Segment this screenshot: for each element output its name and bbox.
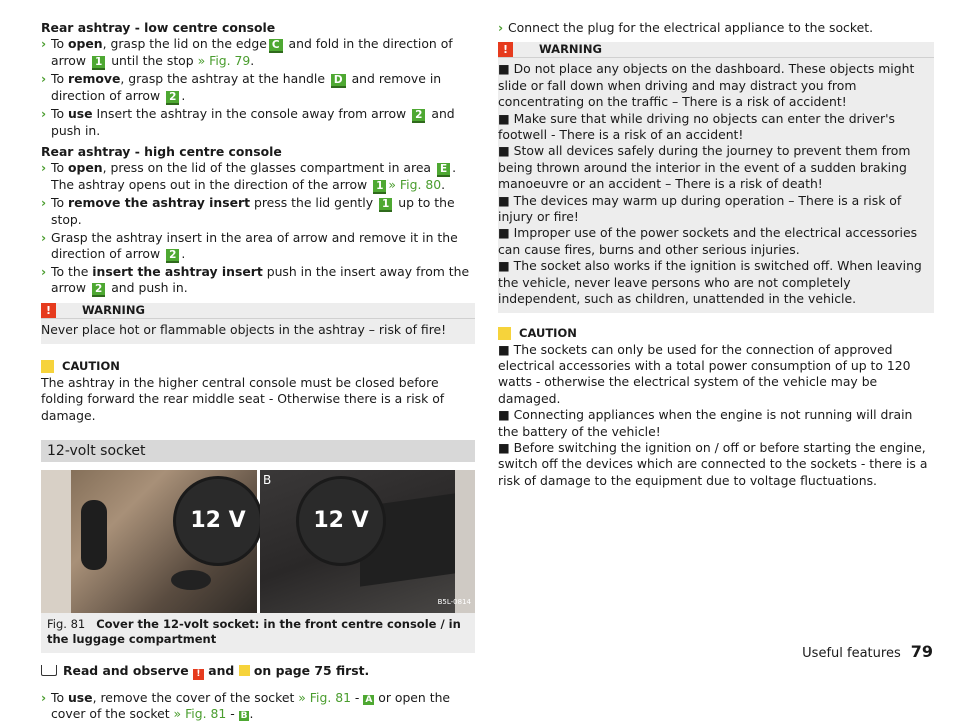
label-box: 2 — [166, 249, 179, 263]
warning-icon: ! — [498, 42, 513, 57]
step-arrow-icon: › — [41, 690, 47, 706]
figure-code: B5L-0814 — [437, 597, 471, 606]
caution-item: ■ The sockets can only be used for the connection of approved electrical accessories with a total power consumption of up to 120 watts - otherwise the electrical system of the vehicle may be damaged. — [498, 341, 911, 406]
label-box: E — [437, 163, 450, 177]
caution-text: The ashtray in the higher central console must be closed before folding forward the rear middle seat - Otherwise there is a risk of damage. — [41, 374, 445, 423]
ashtray-warning-box — [41, 303, 475, 343]
panel-label-b: B — [263, 473, 272, 488]
low-remove-step: › To remove, grasp the ashtray at the handle D and remove in direction of arrow 2 . — [41, 71, 442, 104]
warning-item: ■ The socket also works if the ignition is switched off. When leaving the vehicle, never leave persons who are not completely independent, such as children, unattended in the vehicle. — [498, 258, 922, 307]
figure-panel-b — [260, 470, 475, 613]
figure-link[interactable]: » Fig. 80 — [388, 177, 442, 193]
caution-list — [498, 342, 934, 490]
low-console-heading: Rear ashtray - low centre console — [41, 20, 276, 35]
label-box: B — [240, 711, 248, 722]
section-title: 12-volt socket — [41, 440, 475, 462]
label-box: C — [269, 39, 283, 53]
label-box: 2 — [166, 91, 179, 105]
page-number: 79 — [910, 642, 933, 661]
warning-item: ■ Stow all devices safely during the journey to prevent them from being thrown around the interior in the event of a sudden braking manoeuvre or an accident – There is a risk of death! — [498, 143, 911, 192]
label-box: D — [331, 74, 346, 88]
label-box: A — [365, 695, 373, 706]
warning-title: WARNING — [539, 42, 602, 57]
warning-title: WARNING — [82, 303, 145, 318]
figure-panel-a — [41, 470, 257, 613]
step-arrow-icon: › — [41, 106, 47, 122]
socket-caution-heading: CAUTION — [498, 325, 934, 342]
low-use-step: › To use Insert the ashtray in the console away from arrow 2 and push in. — [41, 106, 455, 139]
12v-bubble-a: 12 V — [173, 476, 263, 566]
step-arrow-icon: › — [41, 71, 47, 87]
warning-list — [498, 58, 934, 312]
high-open-step: › To open, press on the lid of the glasses compartment in area E . The ashtray opens out in the direction of the arrow 1 » Fig. 80. — [41, 160, 457, 193]
book-icon — [41, 665, 57, 676]
warning-item: ■ Make sure that while driving no objects can enter the driver's footwell - There is a risk of an accident! — [498, 110, 896, 143]
figure-link[interactable]: » Fig. 79 — [197, 53, 251, 69]
right-column — [498, 20, 934, 489]
gear-knob-image — [81, 500, 107, 570]
caution-item: ■ Before switching the ignition on / off or before starting the engine, switch off the devices which are connected to the sockets - there is a risk of damage to the equipment due to voltage fluctuations. — [498, 439, 928, 488]
high-grasp-step: › Grasp the ashtray insert in the area of arrow and remove it in the direction of arrow 2 . — [41, 229, 458, 262]
page-footer — [802, 642, 933, 661]
caution-icon — [239, 665, 250, 676]
caution-item: ■ Connecting appliances when the engine is not running will drain the battery of the vehicle! — [498, 407, 913, 439]
figure-81 — [41, 470, 475, 613]
label-box: 2 — [412, 109, 425, 123]
high-insert-step: › To the insert the ashtray insert push in the insert away from the arrow 2 and push in. — [41, 264, 470, 296]
high-remove-step: › To remove the ashtray insert press the lid gently 1 up to the stop. — [41, 195, 455, 228]
warning-item: ■ Do not place any objects on the dashboard. These objects might slide or fall down when driving and may distract you from concentrating on the traffic – There is a risk of accident! — [498, 61, 915, 110]
socket-warning-box — [498, 42, 934, 312]
step-arrow-icon: › — [41, 36, 47, 52]
high-console-heading: Rear ashtray - high centre console — [41, 143, 282, 159]
figure-link[interactable]: » Fig. 81 — [173, 706, 227, 722]
figure-caption: Fig. 81 Cover the 12-volt socket: in the front centre console / in the luggage compartment — [41, 613, 475, 653]
connect-step: › Connect the plug for the electrical appliance to the socket. — [498, 20, 874, 35]
warning-item: ■ Improper use of the power sockets and the electrical accessories can cause fires, burns and other serious injuries. — [498, 225, 918, 257]
caution-icon — [498, 327, 511, 340]
low-open-step: › To open, grasp the lid on the edge C and fold in the direction of arrow 1 until the stop » Fig. 79. — [41, 36, 453, 69]
step-arrow-icon: › — [41, 229, 47, 245]
socket-image — [171, 570, 211, 590]
read-observe-note: Read and observe ! and on page 75 first. — [41, 663, 475, 680]
warning-icon: ! — [41, 303, 56, 318]
label-box: 1 — [92, 56, 105, 70]
label-box: 1 — [379, 198, 392, 212]
warning-icon: ! — [193, 669, 204, 680]
12v-bubble-b: 12 V — [296, 476, 386, 566]
figure-link[interactable]: » Fig. 81 — [298, 690, 351, 706]
step-arrow-icon: › — [41, 195, 47, 211]
left-column — [41, 20, 475, 724]
label-box: 1 — [373, 180, 386, 194]
socket-use-step: › To use, remove the cover of the socket » Fig. 81 - A or open the cover of the socket » Fig. 81 - B . — [41, 690, 451, 722]
step-arrow-icon: › — [41, 264, 47, 280]
warning-text: Never place hot or flammable objects in the ashtray – risk of fire! — [41, 322, 447, 338]
step-arrow-icon: › — [498, 20, 504, 35]
step-arrow-icon: › — [41, 160, 47, 176]
label-box: 2 — [92, 283, 105, 297]
caution-icon — [41, 360, 54, 373]
ashtray-caution-heading: CAUTION — [41, 358, 475, 375]
footer-section: Useful features — [802, 646, 901, 661]
warning-item: ■ The devices may warm up during operation – There is a risk of injury or fire! — [498, 192, 902, 225]
